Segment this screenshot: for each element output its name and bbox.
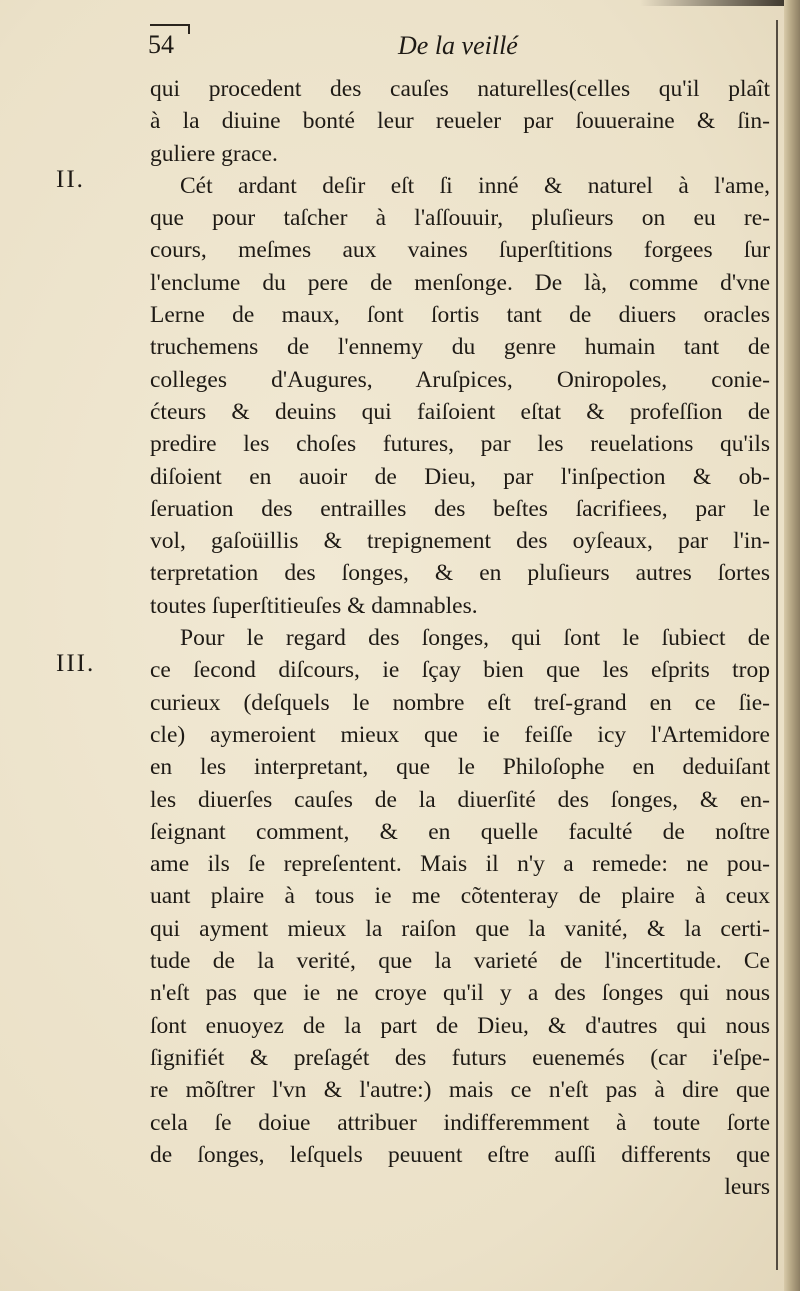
text-line: colleges d'Augures, Aruſpices, Oniropoles, conie-: [150, 366, 770, 393]
text-line: ſont enuoyez de la part de Dieu, & d'autres qui nous: [150, 1012, 770, 1039]
text-line: que pour taſcher à l'aſſouuir, pluſieurs on eu re-: [150, 205, 770, 232]
text-line: de ſonges, leſquels peuuent eſtre auſſi differents que: [150, 1141, 770, 1168]
text-line: cle) aymeroient mieux que ie feiſſe icy l'Artemidore: [150, 721, 770, 748]
page-edge-line: [776, 20, 778, 1270]
text-line: truchemens de l'ennemy du genre humain tant de: [150, 334, 770, 361]
catchword: leurs: [724, 1174, 770, 1201]
text-line: Pour le regard des ſonges, qui ſont le ſubiect de: [180, 625, 770, 652]
text-line: cela ſe doiue attribuer indifferemment à toute ſorte: [150, 1109, 770, 1136]
text-line: uant plaire à tous ie me cõtenteray de plaire à ceux: [150, 883, 770, 910]
text-line: l'enclume du pere de menſonge. De là, comme d'vne: [150, 269, 770, 296]
text-line: Cét ardant deſir eſt ſi inné & naturel à l'ame,: [180, 172, 770, 199]
text-line: terpretation des ſonges, & en pluſieurs autres ſortes: [150, 560, 770, 587]
text-line: guliere grace.: [150, 140, 278, 167]
text-line: toutes ſuperſtitieuſes & damnables.: [150, 592, 478, 619]
text-line: n'eſt pas que ie ne croye qu'il y a des ſonges qui nous: [150, 980, 770, 1007]
running-head: De la veillé: [398, 31, 518, 60]
text-line: cours, meſmes aux vaines ſuperſtitions forgees ſur: [150, 237, 770, 264]
page-top-rule: [640, 0, 800, 6]
text-line: ſeignant comment, & en quelle faculté de noſtre: [150, 818, 770, 845]
text-line: qui ayment mieux la raiſon que la vanité, & la certi-: [150, 915, 770, 942]
text-line: diſoient en auoir de Dieu, par l'inſpection & ob-: [150, 463, 770, 490]
text-line: les diuerſes cauſes de la diuerſité des ſonges, & en-: [150, 786, 770, 813]
page-binding-edge: [784, 0, 800, 1291]
text-line: vol, gaſoüillis & trepignement des oyſeaux, par l'in-: [150, 528, 770, 555]
body-text: [150, 73, 770, 1203]
page-number: 54: [148, 30, 174, 59]
margin-numeral-iii: III.: [56, 650, 96, 677]
text-line: ſignifiét & preſagét des futurs euenemés (car i'eſpe-: [150, 1044, 770, 1071]
text-line: ce ſecond diſcours, ie ſçay bien que les eſprits trop: [150, 657, 770, 684]
text-line: curieux (deſquels le nombre eſt treſ-grand en ce ſie-: [150, 689, 770, 716]
text-line: ćteurs & deuins qui faiſoient eſtat & profeſſion de: [150, 398, 770, 425]
text-line: qui procedent des cauſes naturelles(celles qu'il plaît: [150, 76, 770, 102]
text-line: predire les choſes futures, par les reuelations qu'ils: [150, 431, 770, 458]
text-line: tude de la verité, que la varieté de l'incertitude. Ce: [150, 948, 770, 975]
text-line: re mõſtrer l'vn & l'autre:) mais ce n'eſt pas à dire que: [150, 1077, 770, 1104]
text-line: ſeruation des entrailles des beſtes ſacrifiees, par le: [150, 495, 770, 522]
text-line: à la diuine bonté leur reueler par ſouueraine & ſin-: [150, 108, 770, 135]
text-line: ame ils ſe repreſentent. Mais il n'y a remede: ne pou-: [150, 851, 770, 878]
margin-numeral-ii: II.: [56, 166, 85, 193]
text-line: Lerne de maux, ſont ſortis tant de diuers oracles: [150, 302, 770, 329]
text-line: en les interpretant, que le Philoſophe en deduiſant: [150, 754, 770, 781]
